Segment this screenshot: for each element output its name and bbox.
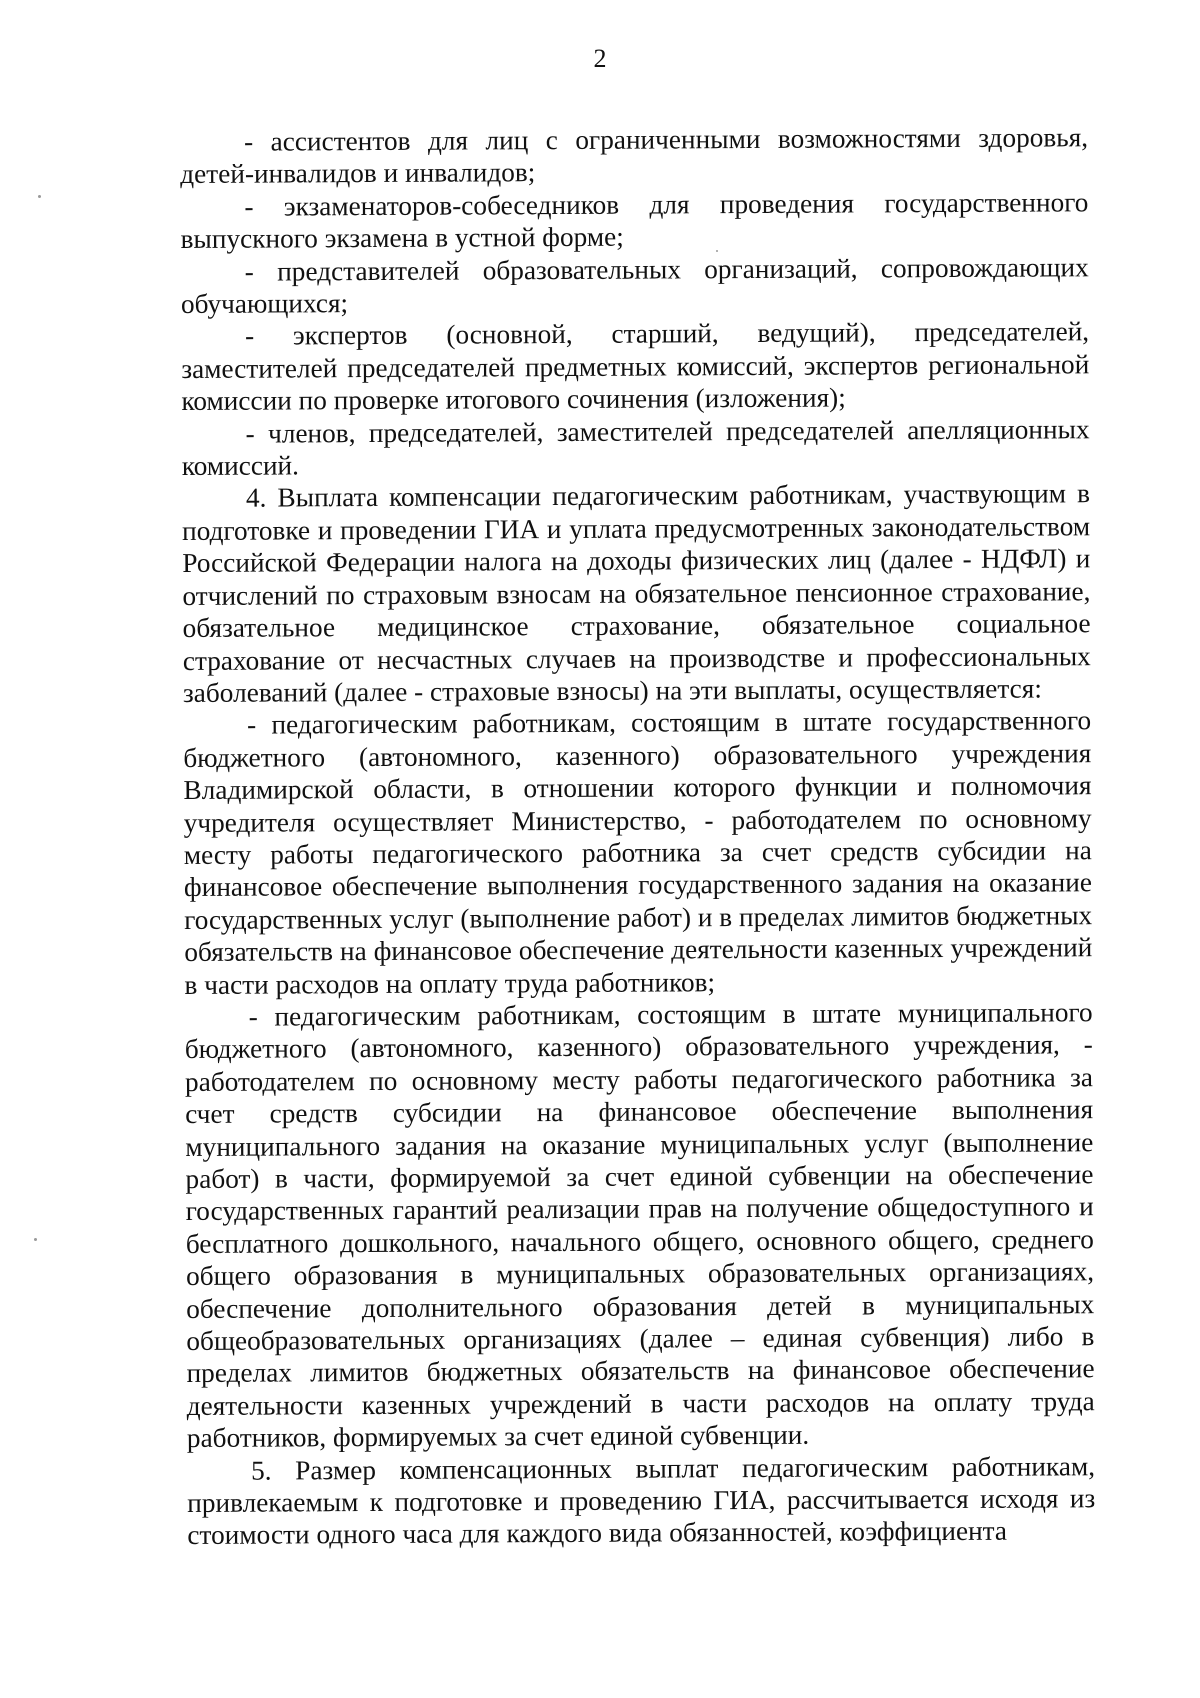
paragraph-experts: - экспертов (основной, старший, ведущий), председателей, заместителей председателей предметных комиссий, экспертов региональной комиссии по проверке итогового сочинения (изложения); (181, 316, 1090, 417)
document-body (180, 121, 1095, 1552)
paragraph-municipal-institutions: - педагогическим работникам, состоящим в штате муниципального бюджетного (автономного, казенного) образовательного учреждения, - работодателем по основному месту работы педагогического работника за счет средств субсидии на финансовое обеспечение выполнения муниципального задания на оказание муниципальных услуг (выполнение работ) в части, формируемой за счет единой субвенции на обеспечение государственных гарантий реализации прав на получение общедоступного и бесплатного дошкольного, начального общего, основного общего, среднего общего образования в муниципальных образовательных организациях, обеспечение дополнительного образования детей в муниципальных общеобразовательных организациях (далее – единая субвенция) либо в пределах лимитов бюджетных обязательств на финансовое обеспечение деятельности казенных учреждений в части расходов на оплату труда работников, формируемых за счет единой субвенции. (184, 997, 1095, 1454)
page-number: 2 (593, 44, 607, 73)
scan-speck (34, 1238, 37, 1241)
paragraph-assistants: - ассистентов для лиц с ограниченными возможностями здоровья, детей-инвалидов и инвалидов; (180, 122, 1089, 190)
paragraph-clause-4: 4. Выплата компенсации педагогическим работникам, участвующим в подготовке и проведении ГИА и уплата предусмотренных законодательством Российской Федерации налога на доходы физических лиц (далее - НДФЛ) и отчислений по страховым взносам на обязательное пенсионное страхование, обязательное медицинское страхование, обязательное социальное страхование от несчастных случаев на производстве и профессиональных заболеваний (далее - страховые взносы) на эти выплаты, осуществляется: (182, 478, 1091, 708)
scan-speck (38, 195, 41, 198)
paragraph-examiners: - экзаменаторов-собеседников для проведения государственного выпускного экзамена в устной форме; (180, 187, 1089, 255)
paragraph-clause-5: 5. Размер компенсационных выплат педагогическим работникам, привлекаемым к подготовке и проведению ГИА, рассчитывается исходя из стоимости одного часа для каждого вида обязанностей, коэффициента (187, 1450, 1096, 1551)
paragraph-representatives: - представителей образовательных организаций, сопровождающих обучающихся; (180, 251, 1089, 320)
paragraph-state-institutions: - педагогическим работникам, состоящим в штате государственного бюджетного (автономного, казенного) образовательного учреждения Владимирской области, в отношении которого функции и полномочия учредителя осуществляет Министерство, - работодателем по основному месту работы педагогического работника за счет средств субсидии на финансовое обеспечение выполнения государственного задания на оказание государственных услуг (выполнение работ) и в пределах лимитов бюджетных обязательств на финансовое обеспечение деятельности казенных учреждений в части расходов на оплату труда работников; (183, 705, 1093, 1000)
scan-speck (716, 250, 718, 252)
paragraph-appeal-members: - членов, председателей, заместителей председателей апелляционных комиссий. (181, 413, 1090, 482)
